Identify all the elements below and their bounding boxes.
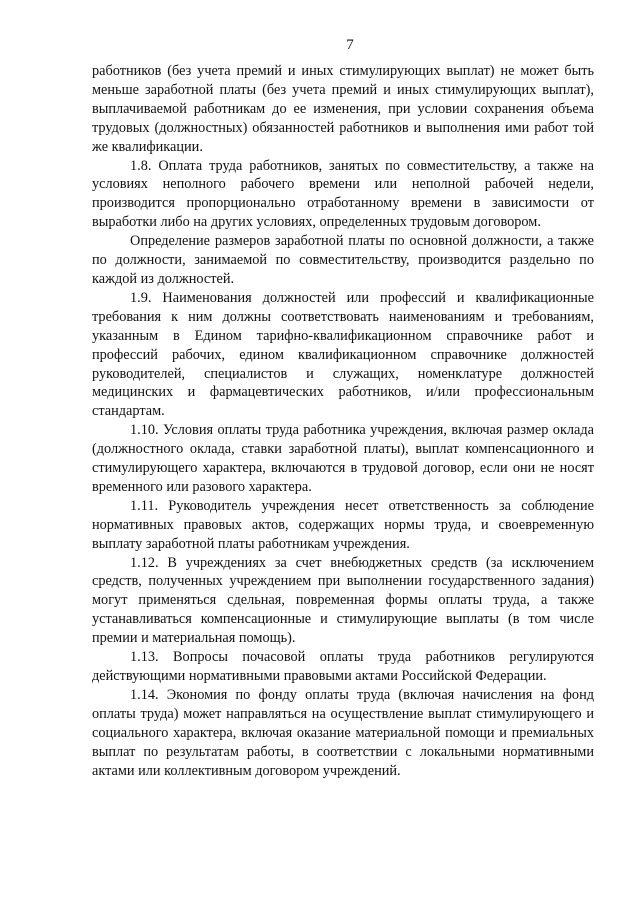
document-body <box>92 62 594 780</box>
paragraph-1-12: 1.12. В учреждениях за счет внебюджетных средств (за исключением средств, полученных учреждением при выполнении государственного задания) могут применяться сдельная, повременная формы оплаты труда, а также устанавливаться компенсационные и стимулирующие выплаты (в том числе премии и материальная помощь). <box>92 554 594 647</box>
paragraph-1-9: 1.9. Наименования должностей или профессий и квалификационные требования к ним должны соответствовать наименованиям и требованиям, указанным в Едином тарифно-квалификационном справочнике работ и профессий рабочих, едином квалификационном справочнике должностей руководителей, специалистов и служащих, номенклатуре должностей медицинских и фармацевтических работников, и/или профессиональным стандартам. <box>92 289 594 420</box>
paragraph-continuation: работников (без учета премий и иных стимулирующих выплат) не может быть меньше заработной платы (без учета премий и иных стимулирующих выплат), выплачиваемой работникам до ее изменения, при условии сохранения объема трудовых (должностных) обязанностей работников и выполнения ими работ той же квалификации. <box>92 63 594 155</box>
paragraph-1-8: 1.8. Оплата труда работников, занятых по совместительству, а также на условиях неполного рабочего времени или неполной рабочей недели, производится пропорционально отработанному времени в зависимости от выработки либо на других условиях, определенных трудовым договором. <box>92 157 594 231</box>
paragraph-1-8-part-2: Определение размеров заработной платы по основной должности, а также по должности, занимаемой по совместительству, производится раздельно по каждой из должностей. <box>92 233 594 287</box>
paragraph-1-11: 1.11. Руководитель учреждения несет ответственность за соблюдение нормативных правовых актов, содержащих нормы труда, и своевременную выплату заработной платы работникам учреждения. <box>92 497 594 552</box>
paragraph-1-13: 1.13. Вопросы почасовой оплаты труда работников регулируются действующими нормативными правовыми актами Российской Федерации. <box>92 649 594 684</box>
paragraph-1-10: 1.10. Условия оплаты труда работника учреждения, включая размер оклада (должностного оклада, ставки заработной платы), выплат компенсационного и стимулирующего характера, включаются в трудовой договор, если они не носят временного или разового характера. <box>92 422 594 495</box>
page-number: 7 <box>346 37 354 53</box>
document-page <box>92 36 594 780</box>
paragraph-1-14: 1.14. Экономия по фонду оплаты труда (включая начисления на фонд оплаты труда) может направляться на осуществление выплат стимулирующего и социального характера, включая оказание материальной помощи и премиальных выплат по результатам работы, в соответствии с локальными нормативными актами или коллективным договором учреждений. <box>92 686 594 779</box>
